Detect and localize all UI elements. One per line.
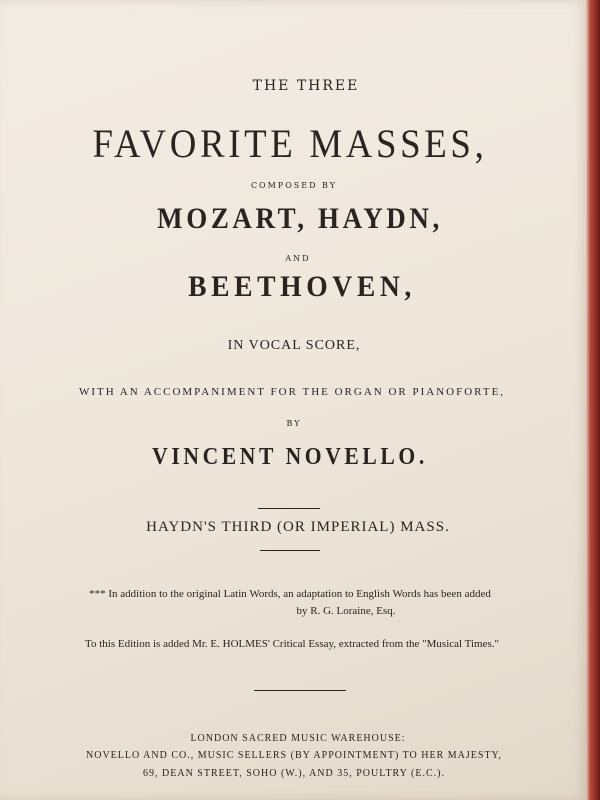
the-three-heading: THE THREE bbox=[252, 78, 360, 94]
vocal-score-line: IN VOCAL SCORE, bbox=[227, 338, 361, 353]
mass-title: HAYDN'S THIRD (OR IMPERIAL) MASS. bbox=[146, 519, 450, 535]
arranger-name: VINCENT NOVELLO. bbox=[152, 444, 428, 470]
publisher-line-2: NOVELLO AND CO., MUSIC SELLERS (BY APPOINTMENT) TO HER MAJESTY, bbox=[86, 750, 502, 761]
publisher-address: 69, DEAN STREET, SOHO (W.), AND 35, POULTRY (E.C.). bbox=[143, 768, 445, 779]
divider-top bbox=[258, 508, 320, 509]
divider-bottom bbox=[260, 550, 320, 551]
translation-note-line-1: *** In addition to the original Latin Words, an adaptation to English Words has been added bbox=[89, 588, 491, 600]
book-binding-edge bbox=[586, 0, 600, 800]
main-title: FAVORITE MASSES, bbox=[92, 121, 488, 166]
and-label: AND bbox=[285, 254, 311, 263]
composers-line-1: MOZART, HAYDN, bbox=[157, 202, 443, 235]
composed-by-label: COMPOSED BY bbox=[250, 181, 338, 190]
composers-line-2: BEETHOVEN, bbox=[188, 270, 416, 303]
translation-note-line-2: by R. G. Loraine, Esq. bbox=[296, 605, 396, 617]
divider-publisher bbox=[254, 690, 346, 691]
essay-note: To this Edition is added Mr. E. HOLMES' Critical Essay, extracted from the "Musical Times." bbox=[85, 638, 499, 650]
publisher-line-1: LONDON SACRED MUSIC WAREHOUSE: bbox=[190, 733, 406, 744]
by-label: BY bbox=[286, 419, 302, 428]
accompaniment-line: WITH AN ACCOMPANIMENT FOR THE ORGAN OR PIANOFORTE, bbox=[78, 386, 506, 398]
